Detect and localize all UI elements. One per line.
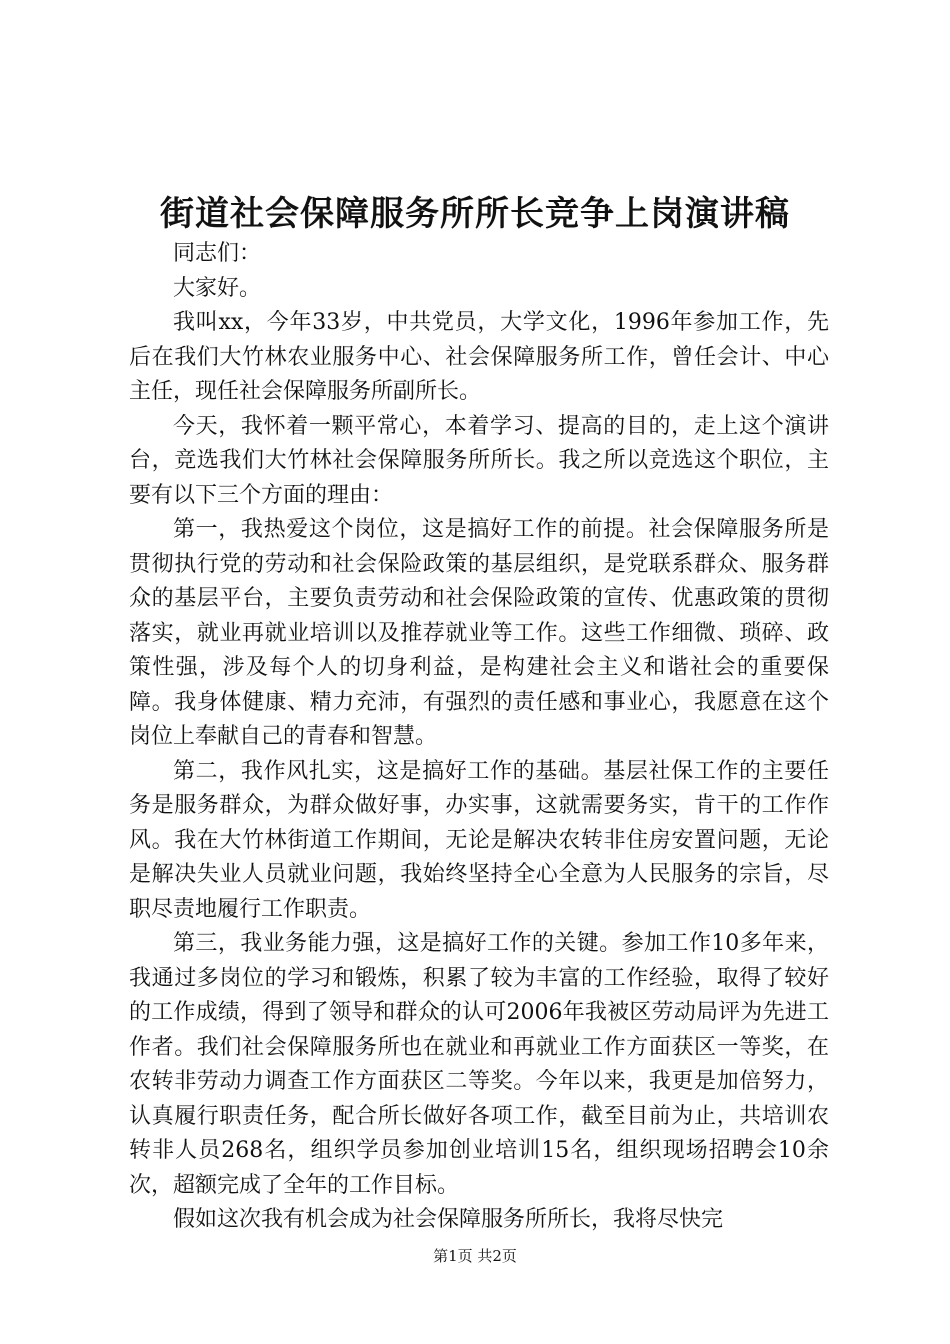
paragraph-purpose: 今天，我怀着一颗平常心，本着学习、提高的目的，走上这个演讲台，竞选我们大竹林社会保障服务所所长。我之所以竞选这个职位，主要有以下三个方面的理由：	[129, 413, 829, 508]
paragraph-greeting: 大家好。	[173, 275, 262, 301]
paragraph-reason-one: 第一，我热爱这个岗位，这是搞好工作的前提。社会保障服务所是贯彻执行党的劳动和社会保险政策的基层组织，是党联系群众、服务群众的基层平台，主要负责劳动和社会保险政策的宣传、优惠政策的贯彻落实，就业再就业培训以及推荐就业等工作。这些工作细微、琐碎、政策性强，涉及每个人的切身利益，是构建社会主义和谐社会的重要保障。我身体健康、精力充沛，有强烈的责任感和事业心，我愿意在这个岗位上奉献自己的青春和智慧。	[129, 517, 829, 749]
paragraph-reason-three: 第三，我业务能力强，这是搞好工作的关键。参加工作10多年来，我通过多岗位的学习和锻炼，积累了较为丰富的工作经验，取得了较好的工作成绩，得到了领导和群众的认可2006年我被区劳动局评为先进工作者。我们社会保障服务所也在就业和再就业工作方面获区一等奖，在农转非劳动力调查工作方面获区二等奖。今年以来，我更是加倍努力，认真履行职责任务，配合所长做好各项工作，截至目前为止，共培训农转非人员268名，组织学员参加创业培训15名，组织现场招聘会10余次，超额完成了全年的工作目标。	[129, 931, 829, 1198]
paragraph-plan: 假如这次我有机会成为社会保障服务所所长，我将尽快完	[173, 1207, 724, 1232]
page-footer: 第1页 共2页	[433, 1247, 517, 1265]
paragraph-introduction: 我叫xx，今年33岁，中共党员，大学文化，1996年参加工作，先后在我们大竹林农业服务中心、社会保障服务所工作，曾任会计、中心主任，现任社会保障服务所副所长。	[129, 310, 829, 404]
document-title: 街道社会保障服务所所长竞争上岗演讲稿	[160, 194, 790, 234]
paragraph-reason-two: 第二，我作风扎实，这是搞好工作的基础。基层社保工作的主要任务是服务群众，为群众做好事，办实事，这就需要务实，肯干的工作作风。我在大竹林街道工作期间，无论是解决农转非住房安置问题，无论是解决失业人员就业问题，我始终坚持全心全意为人民服务的宗旨，尽职尽责地履行工作职责。	[129, 758, 829, 922]
document-body	[129, 237, 829, 1238]
paragraph-salutation: 同志们：	[173, 241, 262, 266]
